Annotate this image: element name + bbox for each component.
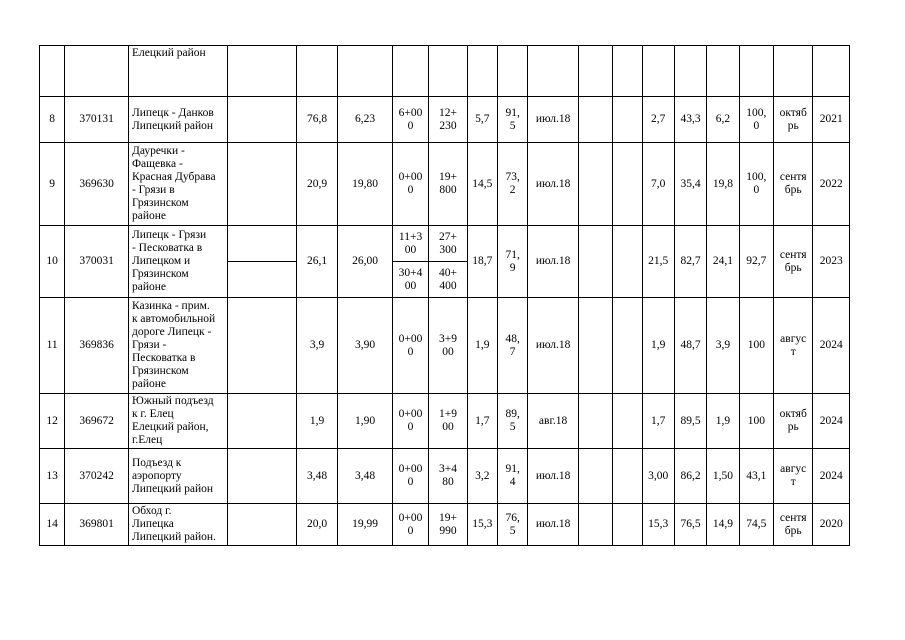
cell-km-from: 11+3 00	[392, 226, 428, 262]
cell-road-name: Подъезд к аэропорту Липецкий район	[128, 449, 227, 504]
cell-code: 370031	[65, 226, 129, 298]
cell-num	[40, 46, 65, 97]
cell-value-3: 1,9	[642, 298, 674, 394]
cell-date: авг.18	[528, 394, 579, 449]
cell-empty	[228, 226, 297, 262]
cell-date: июл.18	[528, 449, 579, 504]
cell-value-3: 2,7	[642, 97, 674, 143]
cell-value-5: 3,9	[707, 298, 739, 394]
table-row	[40, 449, 850, 504]
cell-road-name: Южный подъезд к г. Елец Елецкий район, г.Елец	[128, 394, 227, 449]
cell-empty	[774, 46, 813, 97]
cell-value-1: 14,5	[467, 143, 497, 226]
cell-km-to: 27+ 300	[429, 226, 467, 262]
cell-value-1: 3,2	[467, 449, 497, 504]
cell-year: 2021	[813, 97, 850, 143]
cell-code: 370131	[65, 97, 129, 143]
cell-km-from: 0+00 0	[392, 298, 428, 394]
cell-value-2: 48, 7	[498, 298, 528, 394]
cell-length: 20,0	[296, 504, 337, 546]
cell-value-4: 48,7	[674, 298, 706, 394]
cell-empty	[613, 143, 642, 226]
cell-empty	[578, 504, 612, 546]
cell-value-5: 6,2	[707, 97, 739, 143]
cell-km-from: 0+00 0	[392, 394, 428, 449]
cell-road-name: Липецк - Данков Липецкий район	[128, 97, 227, 143]
cell-month: октяб рь	[774, 394, 813, 449]
table-row	[40, 226, 850, 262]
cell-empty	[613, 97, 642, 143]
cell-value-2: 76, 5	[498, 504, 528, 546]
cell-length: 76,8	[296, 97, 337, 143]
cell-km-from: 0+00 0	[392, 143, 428, 226]
cell-empty	[578, 449, 612, 504]
cell-value-1: 18,7	[467, 226, 497, 298]
cell-length-2: 3,48	[338, 449, 393, 504]
table-row	[40, 97, 850, 143]
cell-km-to: 19+ 990	[429, 504, 467, 546]
cell-road-name: Обход г. Липецка Липецкий район.	[128, 504, 227, 546]
cell-value-3: 7,0	[642, 143, 674, 226]
cell-value-6: 100	[739, 298, 773, 394]
cell-value-6: 43,1	[739, 449, 773, 504]
road-repair-table	[39, 45, 850, 546]
cell-value-3: 15,3	[642, 504, 674, 546]
cell-month: авгус т	[774, 298, 813, 394]
cell-empty	[578, 97, 612, 143]
cell-empty	[707, 46, 739, 97]
cell-empty	[613, 394, 642, 449]
cell-empty	[228, 143, 297, 226]
cell-value-4: 86,2	[674, 449, 706, 504]
cell-code: 370242	[65, 449, 129, 504]
cell-value-3: 3,00	[642, 449, 674, 504]
cell-road-name: Казинка - прим. к автомобильной дороге Липецк - Грязи - Песковатка в Грязинском районе	[128, 298, 227, 394]
cell-year: 2024	[813, 394, 850, 449]
cell-empty	[498, 46, 528, 97]
cell-year: 2020	[813, 504, 850, 546]
cell-value-1: 5,7	[467, 97, 497, 143]
cell-empty	[296, 46, 337, 97]
cell-length-2: 1,90	[338, 394, 393, 449]
cell-value-4: 43,3	[674, 97, 706, 143]
cell-empty	[642, 46, 674, 97]
cell-value-2: 73, 2	[498, 143, 528, 226]
cell-value-4: 35,4	[674, 143, 706, 226]
cell-length-2: 19,99	[338, 504, 393, 546]
cell-empty	[578, 298, 612, 394]
cell-empty	[228, 262, 297, 298]
cell-empty	[813, 46, 850, 97]
table-row	[40, 298, 850, 394]
cell-empty	[429, 46, 467, 97]
cell-value-6: 74,5	[739, 504, 773, 546]
cell-km-from: 0+00 0	[392, 504, 428, 546]
cell-km-to: 19+ 800	[429, 143, 467, 226]
cell-value-4: 89,5	[674, 394, 706, 449]
cell-value-5: 24,1	[707, 226, 739, 298]
cell-date: июл.18	[528, 226, 579, 298]
cell-value-6: 92,7	[739, 226, 773, 298]
cell-value-3: 1,7	[642, 394, 674, 449]
cell-num: 10	[40, 226, 65, 298]
table-row	[40, 143, 850, 226]
cell-empty	[578, 46, 612, 97]
cell-month: сентя брь	[774, 504, 813, 546]
cell-empty	[674, 46, 706, 97]
cell-value-6: 100, 0	[739, 143, 773, 226]
cell-length-2: 26,00	[338, 226, 393, 298]
cell-empty	[578, 143, 612, 226]
cell-empty	[613, 504, 642, 546]
cell-empty	[613, 449, 642, 504]
cell-value-2: 89, 5	[498, 394, 528, 449]
cell-month: авгус т	[774, 449, 813, 504]
cell-value-3: 21,5	[642, 226, 674, 298]
cell-value-5: 14,9	[707, 504, 739, 546]
cell-num: 12	[40, 394, 65, 449]
cell-value-2: 71, 9	[498, 226, 528, 298]
cell-km-to: 3+4 80	[429, 449, 467, 504]
cell-length: 20,9	[296, 143, 337, 226]
cell-value-5: 1,9	[707, 394, 739, 449]
cell-month: сентя брь	[774, 143, 813, 226]
cell-value-1: 1,7	[467, 394, 497, 449]
cell-km-from: 6+00 0	[392, 97, 428, 143]
cell-empty	[228, 394, 297, 449]
cell-empty	[578, 226, 612, 298]
cell-value-5: 19,8	[707, 143, 739, 226]
cell-value-1: 1,9	[467, 298, 497, 394]
cell-km-to: 3+9 00	[429, 298, 467, 394]
cell-code: 369672	[65, 394, 129, 449]
cell-date: июл.18	[528, 504, 579, 546]
cell-km-to: 12+ 230	[429, 97, 467, 143]
cell-length: 3,48	[296, 449, 337, 504]
cell-value-1: 15,3	[467, 504, 497, 546]
cell-num: 13	[40, 449, 65, 504]
cell-num: 9	[40, 143, 65, 226]
cell-year: 2023	[813, 226, 850, 298]
cell-empty	[392, 46, 428, 97]
cell-code: 369836	[65, 298, 129, 394]
cell-year: 2024	[813, 449, 850, 504]
cell-code	[65, 46, 129, 97]
cell-value-6: 100, 0	[739, 97, 773, 143]
cell-km-to: 1+9 00	[429, 394, 467, 449]
cell-value-2: 91, 5	[498, 97, 528, 143]
cell-km-to: 40+ 400	[429, 262, 467, 298]
cell-num: 8	[40, 97, 65, 143]
cell-date: июл.18	[528, 97, 579, 143]
cell-empty	[613, 226, 642, 298]
cell-length: 1,9	[296, 394, 337, 449]
cell-length: 26,1	[296, 226, 337, 298]
cell-num: 11	[40, 298, 65, 394]
table-row	[40, 46, 850, 97]
cell-month: октяб рь	[774, 97, 813, 143]
cell-code: 369801	[65, 504, 129, 546]
cell-km-from: 30+4 00	[392, 262, 428, 298]
cell-value-5: 1,50	[707, 449, 739, 504]
cell-empty	[467, 46, 497, 97]
cell-empty	[739, 46, 773, 97]
cell-value-4: 82,7	[674, 226, 706, 298]
table-row	[40, 504, 850, 546]
cell-empty	[228, 46, 297, 97]
cell-road-name: Елецкий район	[128, 46, 227, 97]
cell-year: 2024	[813, 298, 850, 394]
cell-year: 2022	[813, 143, 850, 226]
cell-num: 14	[40, 504, 65, 546]
cell-empty	[338, 46, 393, 97]
cell-road-name: Дауречки - Фащевка - Красная Дубрава - Грязи в Грязинском районе	[128, 143, 227, 226]
cell-road-name: Липецк - Грязи - Песковатка в Липецком и Грязинском районе	[128, 226, 227, 298]
cell-month: сентя брь	[774, 226, 813, 298]
cell-empty	[228, 298, 297, 394]
cell-empty	[613, 46, 642, 97]
cell-length-2: 19,80	[338, 143, 393, 226]
cell-value-6: 100	[739, 394, 773, 449]
cell-code: 369630	[65, 143, 129, 226]
cell-length: 3,9	[296, 298, 337, 394]
cell-length-2: 6,23	[338, 97, 393, 143]
cell-km-from: 0+00 0	[392, 449, 428, 504]
cell-value-2: 91, 4	[498, 449, 528, 504]
cell-empty	[613, 298, 642, 394]
cell-empty	[228, 97, 297, 143]
cell-empty	[228, 449, 297, 504]
cell-date: июл.18	[528, 298, 579, 394]
table-row	[40, 394, 850, 449]
cell-empty	[578, 394, 612, 449]
cell-value-4: 76,5	[674, 504, 706, 546]
cell-length-2: 3,90	[338, 298, 393, 394]
cell-empty	[528, 46, 579, 97]
cell-empty	[228, 504, 297, 546]
cell-date: июл.18	[528, 143, 579, 226]
